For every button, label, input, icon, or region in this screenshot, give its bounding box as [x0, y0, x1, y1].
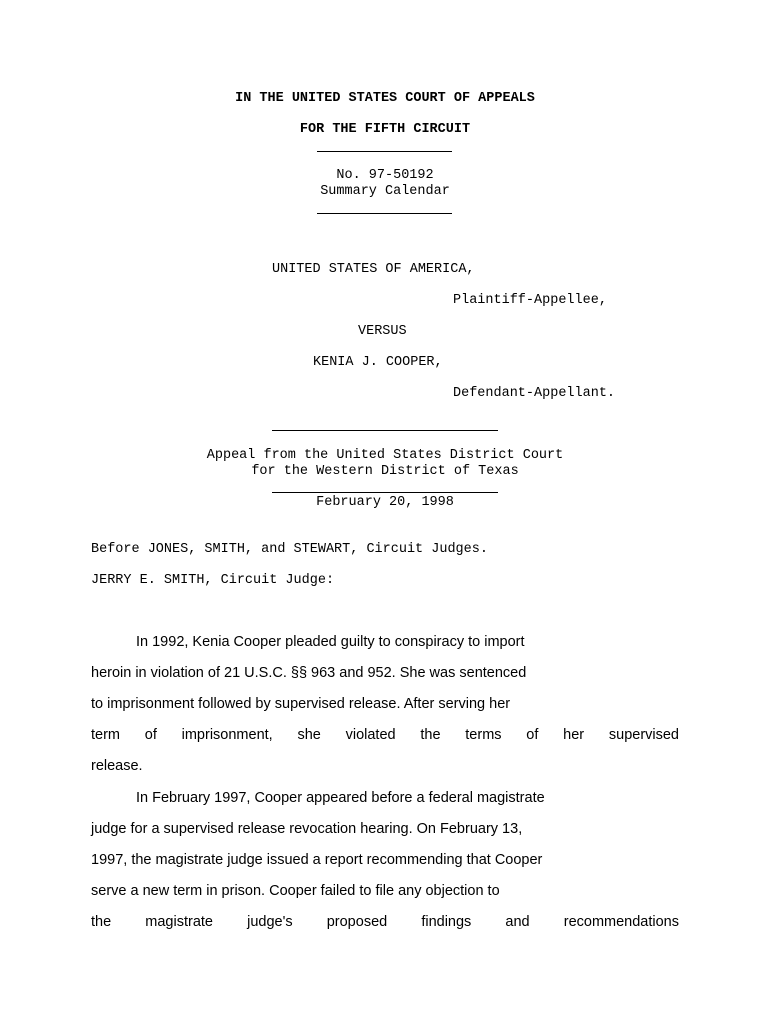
opinion-line-4: term of imprisonment, she violated the terms of her supervised	[91, 727, 679, 743]
caption-rule-1	[317, 151, 452, 152]
defendant-name: KENIA J. COOPER,	[313, 355, 443, 370]
caption-rule-2	[317, 213, 452, 214]
author-line: JERRY E. SMITH, Circuit Judge:	[91, 573, 335, 588]
plaintiff-name: UNITED STATES OF AMERICA,	[272, 262, 475, 277]
opinion-line-3: to imprisonment followed by supervised release. After serving her	[91, 696, 511, 712]
opinion-line-10: the magistrate judge's proposed findings and recommendations	[91, 914, 679, 930]
opinion-line-9: serve a new term in prison. Cooper failed to file any objection to	[91, 883, 500, 899]
calendar-type: Summary Calendar	[320, 184, 450, 199]
opinion-line-8: 1997, the magistrate judge issued a report recommending that Cooper	[91, 852, 543, 868]
circuit-name: FOR THE FIFTH CIRCUIT	[299, 122, 471, 137]
court-name: IN THE UNITED STATES COURT OF APPEALS	[235, 91, 535, 106]
appeal-origin-line-1: Appeal from the United States District Court	[206, 448, 564, 463]
defendant-role: Defendant-Appellant.	[453, 386, 616, 401]
opinion-line-6: In February 1997, Cooper appeared before a federal magistrate	[136, 790, 545, 806]
caption-rule-3	[272, 430, 498, 431]
panel-line: Before JONES, SMITH, and STEWART, Circuit Judges.	[91, 542, 488, 557]
opinion-line-2: heroin in violation of 21 U.S.C. §§ 963 and 952. She was sentenced	[91, 665, 527, 681]
case-number: No. 97-50192	[336, 168, 434, 183]
caption-rule-4	[272, 492, 498, 493]
decision-date: February 20, 1998	[316, 495, 454, 510]
versus-label: VERSUS	[358, 324, 407, 339]
opinion-line-7: judge for a supervised release revocation hearing. On February 13,	[91, 821, 523, 837]
opinion-line-5: release.	[91, 758, 143, 774]
opinion-line-1: In 1992, Kenia Cooper pleaded guilty to conspiracy to import	[136, 634, 525, 650]
appeal-origin-line-2: for the Western District of Texas	[251, 464, 519, 479]
plaintiff-role: Plaintiff-Appellee,	[453, 293, 607, 308]
